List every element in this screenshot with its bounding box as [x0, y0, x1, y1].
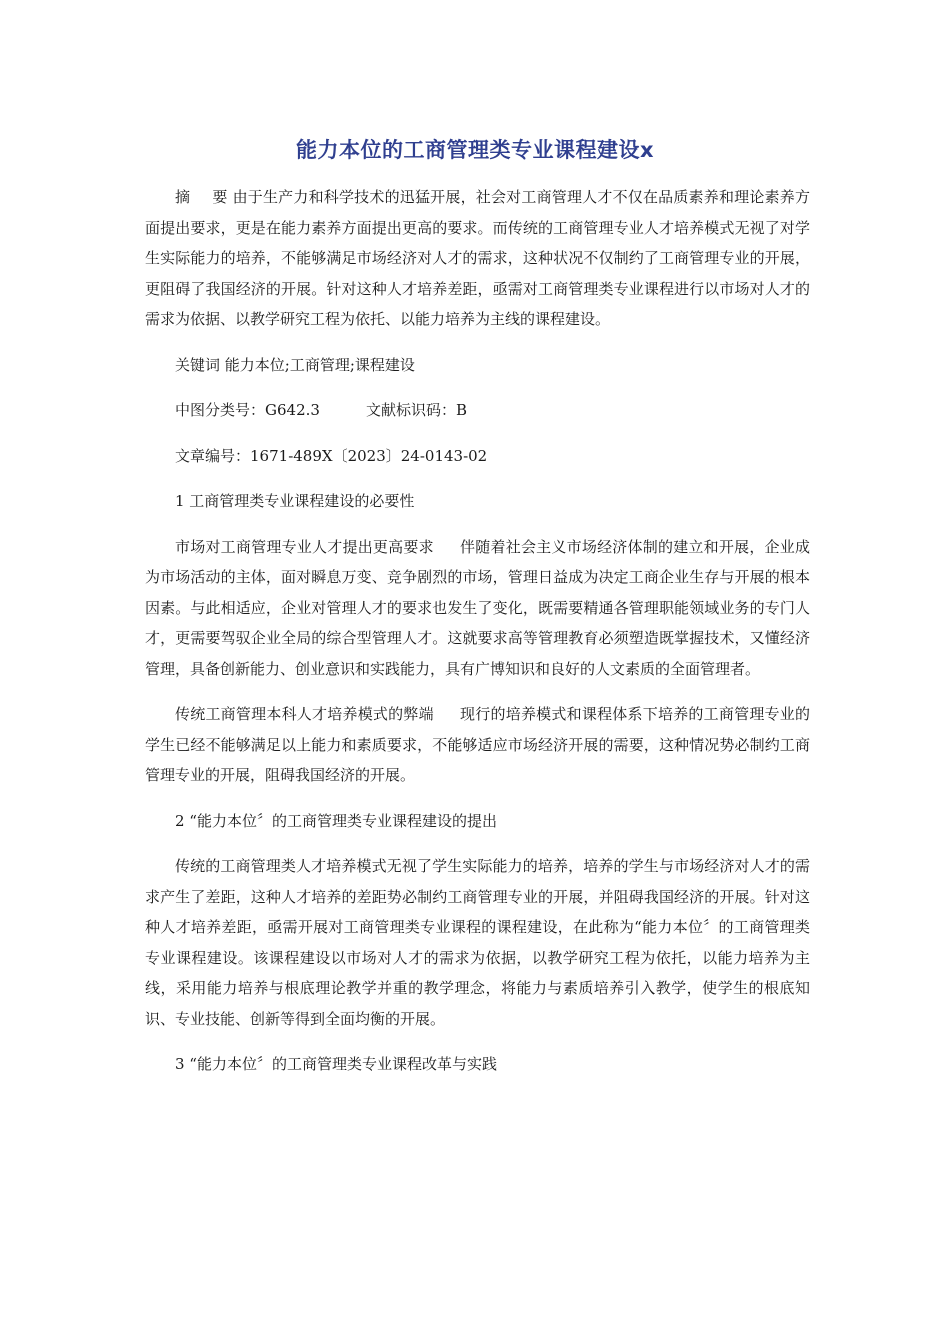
article-number-value: 1671-489X〔2023〕24-0143-02	[250, 446, 488, 465]
clc-label: 中图分类号：	[175, 401, 266, 419]
abstract-text: 由于生产力和科学技术的迅猛开展，社会对工商管理人才不仅在品质素养和理论素养方面提出要求，更是在能力素养方面提出更高的要求。而传统的工商管理专业人才培养模式无视了对学生实际能力的培养，不能够满足市场经济对人才的需求，这种状况不仅制约了工商管理专业的开展，更阻碍了我国经济的开展。针对这种人才培养差距，亟需对工商管理类专业课程进行以市场对人才的需求为依据、以教学研究工程为依托、以能力培养为主线的课程建设。	[145, 188, 810, 328]
abstract-label-2: 要	[212, 188, 228, 206]
section-heading-2: 2 “能力本位〞的工商管理类专业课程建设的提出	[175, 811, 497, 830]
section-heading-1: 1 工商管理类专业课程建设的必要性	[175, 492, 415, 510]
section-2-paragraph-1	[145, 851, 810, 1034]
keywords-text: 能力本位;工商管理;课程建设	[224, 355, 415, 374]
section-1-paragraph-1	[145, 532, 810, 685]
abstract-paragraph	[145, 182, 810, 335]
document-title: 能力本位的工商管理类专业课程建设x	[295, 138, 655, 162]
paragraph-lead: 传统工商管理本科人才培养模式的弊端	[175, 705, 434, 723]
doc-code-value: B	[455, 401, 467, 419]
classification-line	[145, 395, 810, 426]
clc-value: G642.3	[265, 401, 320, 419]
abstract-label-1: 摘	[175, 188, 191, 206]
section-heading-3: 3 “能力本位〞的工商管理类专业课程改革与实践	[175, 1055, 497, 1073]
paragraph-text: 伴随着社会主义市场经济体制的建立和开展，企业成为市场活动的主体，面对瞬息万变、竞争剧烈的市场，管理日益成为决定工商企业生存与开展的根本因素。与此相适应，企业对管理人才的要求也发生了变化，既需要精通各管理职能领域业务的专门人才，更需要驾驭企业全局的综合型管理人才。这就要求高等管理教育必须塑造既掌握技术，又懂经济管理，具备创新能力、创业意识和实践能力，具有广博知识和良好的人文素质的全面管理者。	[145, 537, 810, 678]
keywords-label: 关键词	[175, 355, 221, 374]
keywords-line	[145, 350, 810, 381]
document-body	[145, 182, 810, 1095]
section-1-paragraph-2	[145, 699, 810, 791]
paragraph-text: 传统的工商管理类人才培养模式无视了学生实际能力的培养，培养的学生与市场经济对人才的需求产生了差距，这种人才培养的差距势必制约工商管理专业的开展，并阻碍我国经济的开展。针对这种人才培养差距，亟需开展对工商管理类专业课程的课程建设，在此称为“能力本位〞的工商管理类专业课程建设。该课程建设以市场对人才的需求为依据，以教学研究工程为依托，以能力培养为主线，采用能力培养与根底理论教学并重的教学理念，将能力与素质培养引入教学，使学生的根底知识、专业技能、创新等得到全面均衡的开展。	[145, 857, 810, 1028]
article-number-label: 文章编号：	[175, 446, 251, 465]
article-number-line	[145, 441, 810, 472]
paragraph-lead: 市场对工商管理专业人才提出更高要求	[175, 537, 434, 556]
paragraph-text: 现行的培养模式和课程体系下培养的工商管理专业的学生已经不能够满足以上能力和素质要求，不能够适应市场经济开展的需要，这种情况势必制约工商管理专业的开展，阻碍我国经济的开展。	[145, 705, 810, 784]
doc-code-label: 文献标识码：	[365, 401, 456, 419]
